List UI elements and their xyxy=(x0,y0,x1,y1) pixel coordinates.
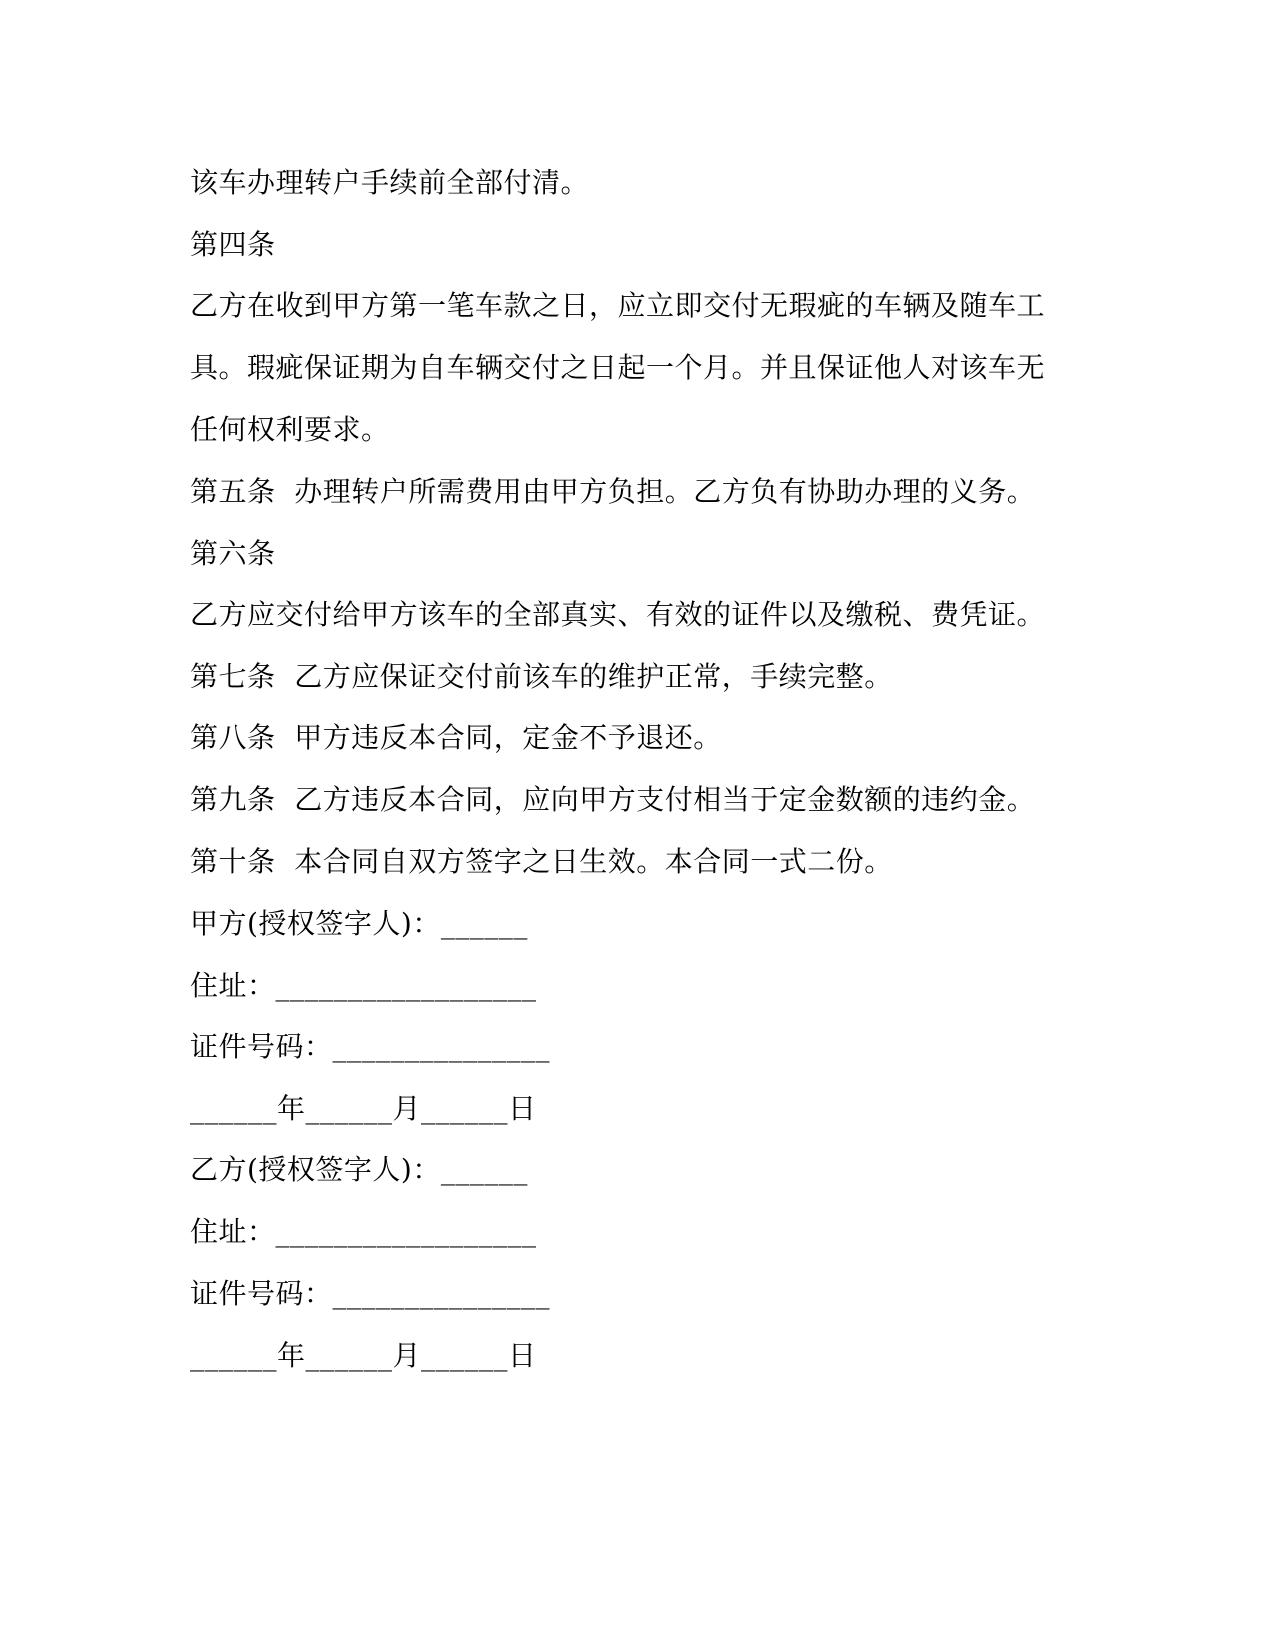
party-a-id-number-field: 证件号码：_______________ xyxy=(190,1030,551,1063)
article-line: 第十条 本合同自双方签字之日生效。本合同一式二份。 xyxy=(190,845,893,878)
text-line: 任何权利要求。 xyxy=(190,413,390,446)
article-heading: 第四条 xyxy=(190,228,276,261)
text-line: 具。瑕疵保证期为自车辆交付之日起一个月。并且保证他人对该车无 xyxy=(190,351,1046,384)
party-b-id-number-field: 证件号码：_______________ xyxy=(190,1277,551,1310)
text-line: 该车办理转户手续前全部付清。 xyxy=(190,166,590,199)
party-a-date-field: ______年______月______日 xyxy=(190,1092,537,1125)
text-line: 乙方在收到甲方第一笔车款之日，应立即交付无瑕疵的车辆及随车工 xyxy=(190,289,1046,322)
party-b-address-field: 住址：__________________ xyxy=(190,1215,537,1248)
party-a-signatory-field: 甲方(授权签字人)：______ xyxy=(190,907,528,940)
party-b-signatory-field: 乙方(授权签字人)：______ xyxy=(190,1153,528,1186)
party-a-address-field: 住址：__________________ xyxy=(190,969,537,1002)
article-line: 第八条 甲方违反本合同，定金不予退还。 xyxy=(190,721,722,754)
article-line: 第七条 乙方应保证交付前该车的维护正常，手续完整。 xyxy=(190,660,893,693)
article-line: 第五条 办理转户所需费用由甲方负担。乙方负有协助办理的义务。 xyxy=(190,475,1036,508)
party-b-date-field: ______年______月______日 xyxy=(190,1339,537,1372)
article-heading: 第六条 xyxy=(190,537,276,570)
article-line: 第九条 乙方违反本合同，应向甲方支付相当于定金数额的违约金。 xyxy=(190,783,1036,816)
text-line: 乙方应交付给甲方该车的全部真实、有效的证件以及缴税、费凭证。 xyxy=(190,598,1046,631)
